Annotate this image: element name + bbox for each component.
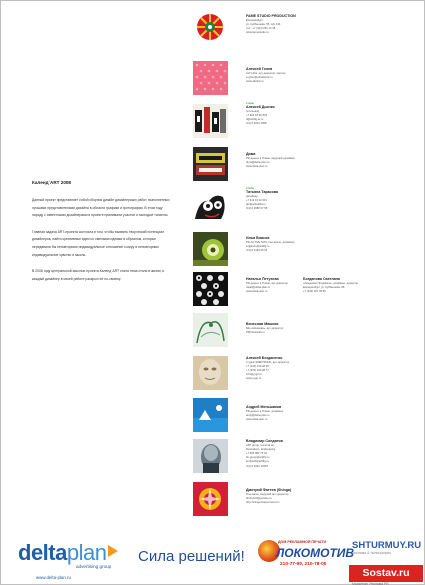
footer <box>0 528 425 585</box>
intro-heading: Календ`ART 2008 <box>32 180 71 185</box>
entry-name: Андрей Меньшиков <box>246 405 282 409</box>
entry-line: a.golev@ultrafamily.ru <box>246 75 273 79</box>
entry-line: Free-lance, ведущий арт-директор <box>246 492 289 496</box>
entry-11 <box>246 439 416 469</box>
entry-name: Дима <box>246 152 256 156</box>
entry-line: «Академия Продакшн», дизайнер, директор <box>303 281 359 285</box>
lokomotiv-phone: 210-77-99, 210-78-00 <box>280 562 327 567</box>
entry-line: dmitrykoll@yandex.ru <box>246 496 272 500</box>
deltaplan-tagline: advertising group <box>76 564 112 569</box>
entry-3 <box>246 101 416 126</box>
entry-4 <box>246 152 416 169</box>
entry-line: ICQ # 2004 4358 <box>246 122 267 126</box>
entry-name: Владимир Солдатов <box>246 439 283 443</box>
entry-line: www.altultra.ru <box>246 80 264 83</box>
entry-9 <box>246 356 416 382</box>
entry-name: Вячеслав Машков <box>246 322 279 326</box>
entry-line: www.delta-plan.ru <box>246 165 268 168</box>
entry-name: Илья Власов <box>246 236 270 240</box>
entry-7 <box>246 277 301 294</box>
entry-line: Екатеринбург, <box>246 18 264 22</box>
entry-line: +7 904 18 92 833 <box>246 113 267 117</box>
entry-line: +7 (343) 210 48 77 <box>246 369 269 372</box>
entry-line: www.delta-plan.ru <box>246 290 268 293</box>
deltaplan-logo[interactable] <box>18 540 118 580</box>
entry-line: www.famestudio.ru <box>246 31 269 35</box>
entry-line: d@artdfg.ar.ru <box>246 118 264 121</box>
artwork-thumbnail-5 <box>193 189 228 223</box>
lokomotiv-logo[interactable] <box>258 536 355 580</box>
entry-line: БД «Новикова», арт-директор <box>246 326 284 330</box>
sostav-watermark-caption: Маркетинг Реклама PR <box>352 582 389 585</box>
entry-line: ул. Куйбышева, 55, оф. 104 <box>246 22 281 26</box>
entry-name: Татьяна Тарасова <box>246 190 278 194</box>
entry-line: www.delta-plan.ru <box>246 418 268 421</box>
slogan: Сила решений! <box>138 548 245 565</box>
entry-line: +7 (343) 367 09 80 <box>303 290 326 293</box>
artwork-thumbnail-8 <box>193 313 228 347</box>
lokomotiv-wordmark: ЛОКОМОТИВ <box>276 546 355 560</box>
intro-paragraph-3: В 2008 году центральной мыслью проекта Календ`ART стала тема стиля в жизни, и каждый дизайнер в своей работе раскрыл ее по-своему. <box>32 269 165 281</box>
entry-second-column <box>303 277 413 294</box>
entry-line: PR-деньги в Плане, дизайнер <box>246 409 284 413</box>
entry-line: PMVfestivals.ru <box>246 330 265 334</box>
entry-line: PR-деньги в Плане, ведущий дизайнер <box>246 156 295 160</box>
intro-paragraph-2: Главная задача ART-проекта состояла в том, чтобы выявить творческий потенциал дизайнеров, найти креативные идеи со смелыми идеями в образном, которые передавали бы неповторимо индивидуальное отношение к миру и неповторимо индивидуальное чувство и мысль. <box>32 229 165 257</box>
intro-paragraph-1: Данный проект представляет собой сборник дизайн дизайнерских работ, выполненных лучшими представителями дизайна в области графики и фотографии. В этом году наряду с известными дизайнерами в проекте принимали участие и молодые таланты. <box>32 198 170 218</box>
artwork-thumbnail-6 <box>193 232 228 266</box>
entry-line: info@yygo.ru <box>246 373 262 377</box>
entry-line: www.yygo.ru <box>246 377 262 381</box>
entry-mark: стиль <box>246 186 255 190</box>
entry-name: Наталья Петухова <box>246 277 279 281</box>
entry-8 <box>246 322 416 335</box>
deltaplan-word-2: plan <box>66 540 107 565</box>
entry-line: andysoft@artdfg.ru <box>246 460 269 464</box>
entry-line: +7 912 19 02 615 <box>246 198 267 202</box>
artwork-thumbnail-12 <box>193 482 228 516</box>
artwork-thumbnail-4 <box>193 147 228 181</box>
shturm-logo[interactable] <box>352 540 422 555</box>
entry-line: ART group, rumenal art, <box>246 443 275 447</box>
entry-12 <box>246 488 416 505</box>
entry-line: (стильное) <box>246 109 260 113</box>
entry-line: студия ЭЛЕКТРОНЬ, арт-директор <box>246 360 290 364</box>
artwork-thumbnail-3 <box>193 104 228 138</box>
artwork-thumbnail-9 <box>193 356 228 390</box>
entry-name: Алексей Богданенко <box>246 356 283 360</box>
sostav-watermark[interactable]: Sostav.ru <box>349 565 423 582</box>
artwork-thumbnail-10 <box>193 398 228 432</box>
entry-line: http://shinga.livejournal.com <box>246 501 280 504</box>
shturm-wordmark: SHTURMUY.RU <box>352 540 422 551</box>
entry-10 <box>246 405 416 422</box>
entry-name: FAME STUDIO PRODUCTION <box>246 14 296 18</box>
entry-name: Богданова Светлана <box>303 277 340 281</box>
entry-line: +7 966 982 75 42 <box>246 452 267 455</box>
entry-line: ezjgkazo@artdfg.ru <box>246 244 270 248</box>
shturm-tagline: реклама & полиграфия <box>352 551 391 555</box>
artwork-thumbnail-1 <box>193 10 228 44</box>
entry-line: andy@delta-plan.ru <box>246 413 270 417</box>
entry-line: natali@delta-plan.ru <box>246 285 271 289</box>
entry-line: ICQ # 2933 19353 <box>246 464 268 468</box>
entry-line: дизайнер <box>246 194 258 198</box>
artwork-thumbnail-2 <box>193 61 228 95</box>
entry-5 <box>246 186 416 211</box>
entry-line: dima@delta-plan.ru <box>246 160 270 164</box>
deltaplan-word-1: delta <box>18 540 67 565</box>
deltaplan-url[interactable]: www.delta-plan.ru <box>36 575 71 580</box>
entry-line: PR-ACTIVE NOS, free-lancer, дизайнер <box>246 240 295 244</box>
entry-line: fm-group@artdfg.ru <box>246 456 270 460</box>
entry-line: illustrations, landscaping <box>246 447 276 451</box>
entry-line: tari@artuabila.ru <box>246 203 266 206</box>
entry-1 <box>246 10 416 35</box>
entry-line: Екатеринбург, ул. Куйбышева, 88 <box>303 285 345 289</box>
entry-2 <box>246 67 416 84</box>
entry-line: тел.: +7 (343) 251 14 48 <box>246 27 276 30</box>
entry-line: PR-деньги в Плане, арт-директор <box>246 281 288 285</box>
deltaplan-wordmark <box>18 540 106 565</box>
artwork-thumbnail-7 <box>193 272 228 306</box>
entry-name: Дмитрий Фатеев (Shinga) <box>246 488 292 492</box>
lokomotiv-caption: ДОМ РЕКЛАМНОЙ ПЕЧАТИ <box>278 540 327 544</box>
entry-line: +7 (343) 210 48 38 <box>246 364 269 368</box>
entry-name: Алексей Дьячко <box>246 105 275 109</box>
arrow-icon <box>108 545 118 557</box>
intro-block <box>32 180 172 292</box>
entry-6 <box>246 236 416 253</box>
artwork-thumbnail-11 <box>193 439 228 473</box>
entry-line: ICQ # 3958 97 58 <box>246 207 268 211</box>
entry-name: Алексей Голев <box>246 67 273 71</box>
entry-line: ICQ # 3443 55 04 <box>246 249 268 252</box>
entry-mark: стиль <box>246 101 255 105</box>
entry-line: ALT-Ultra, арт-директор, мастер <box>246 71 286 75</box>
